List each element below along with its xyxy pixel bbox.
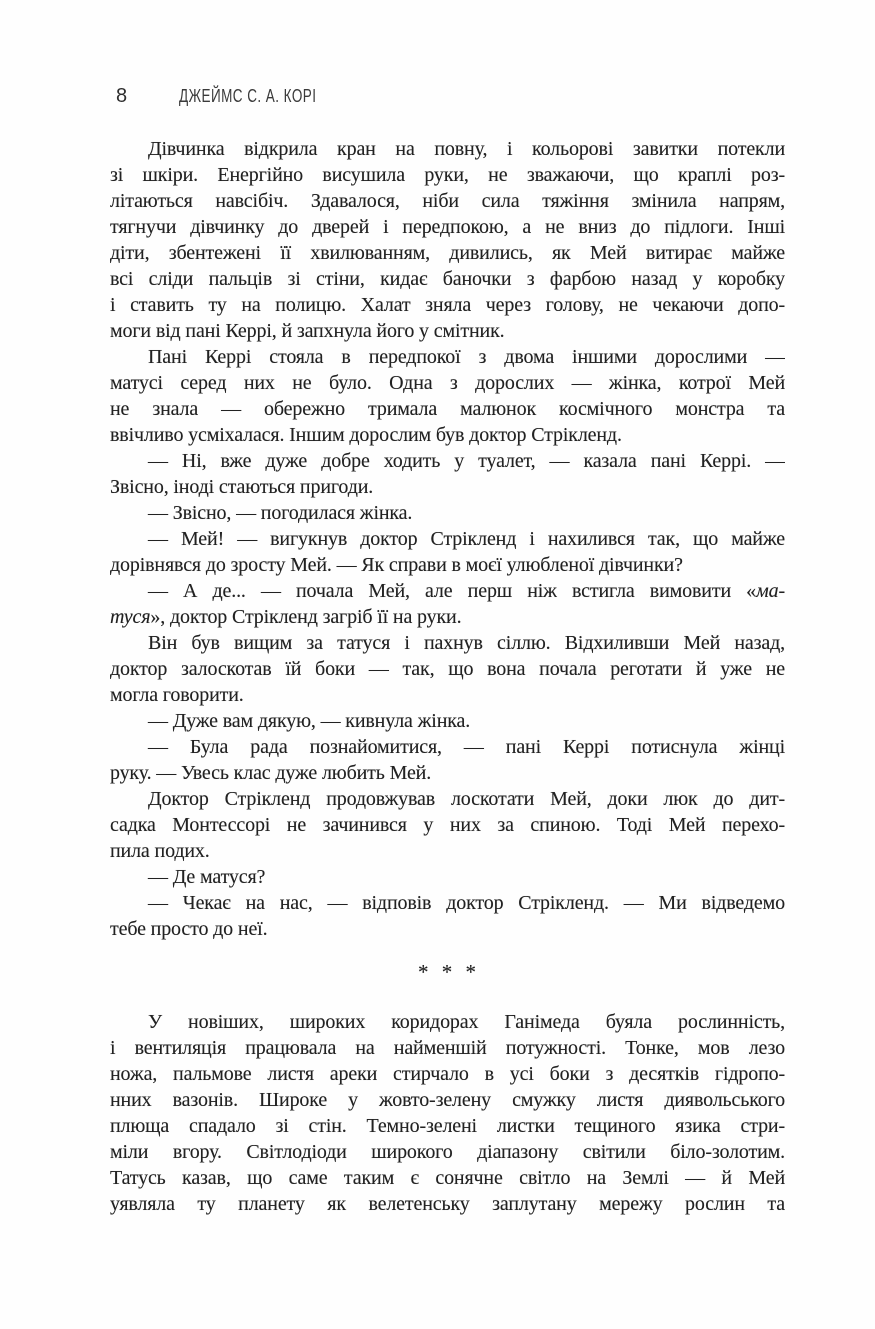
text-line (110, 1191, 785, 1217)
text-segment: міли вгору. Світлодіоди широкого діапазону світили біло-золотим. (110, 1141, 785, 1163)
text-segment: ножа, пальмове листя ареки стирчало в усі боки з десятків гідропо- (110, 1063, 785, 1085)
paragraph (110, 630, 785, 708)
text-segment: тягнучи дівчинку до дверей і передпокою, а не вниз до підлоги. Інші (110, 216, 785, 238)
text-segment: Пані Керрі стояла в передпокої з двома іншими дорослими — (148, 346, 785, 368)
text-line (110, 396, 785, 422)
text-segment: Татусь казав, що саме таким є сонячне світло на Землі — й Мей (110, 1167, 785, 1189)
running-header-row (110, 86, 782, 106)
text-segment: — Була рада познайомитися, — пані Керрі потиснула жінці (148, 736, 785, 758)
text-segment: — Ні, вже дуже добре ходить у туалет, — казала пані Керрі. — (148, 450, 785, 472)
text-line (110, 188, 785, 214)
text-segment: — Де матуся? (148, 866, 266, 888)
paragraph (110, 890, 785, 942)
paragraph (110, 500, 785, 526)
text-segment: діти, збентежені її хвилюванням, дивились, як Мей витирає майже (110, 242, 785, 264)
text-segment: матусі серед них не було. Одна з дорослих — жінка, котрої Мей (110, 372, 785, 394)
text-line (110, 500, 785, 526)
text-segment: дорівнявся до зросту Мей. — Як справи в моєї улюбленої дівчинки? (110, 554, 683, 576)
text-line (110, 448, 785, 474)
text-segment: У новіших, широких коридорах Ганімеда буяла рослинність, (148, 1011, 785, 1033)
text-line (110, 318, 785, 344)
text-line (110, 682, 785, 708)
text-block (110, 136, 785, 1217)
text-line (110, 526, 785, 552)
text-segment: Дівчинка відкрила кран на повну, і кольорові завитки потекли (148, 138, 785, 160)
text-segment: і вентиляція працювала на найменшій потужності. Тонке, мов лезо (110, 1037, 785, 1059)
text-line (110, 240, 785, 266)
paragraph (110, 344, 785, 448)
text-line (110, 552, 785, 578)
text-line (110, 708, 785, 734)
text-segment: руку. — Увесь клас дуже любить Мей. (110, 762, 432, 784)
paragraph (110, 864, 785, 890)
text-segment: — Дуже вам дякую, — кивнула жінка. (148, 710, 471, 732)
text-line (110, 734, 785, 760)
text-segment: пила подих. (110, 840, 210, 862)
text-segment: могла говорити. (110, 684, 244, 706)
text-line (110, 162, 785, 188)
text-line (110, 1139, 785, 1165)
text-line (110, 1061, 785, 1087)
text-line (110, 1113, 785, 1139)
text-segment: », доктор Стрікленд загріб її на руки. (150, 606, 462, 628)
text-line (110, 422, 785, 448)
text-segment: всі сліди пальців зі стіни, кидає баночки з фарбою назад у коробку (110, 268, 785, 290)
text-segment: Звісно, іноді стаються пригоди. (110, 476, 374, 498)
text-line (110, 266, 785, 292)
text-line (110, 214, 785, 240)
text-segment: літаються навсібіч. Здавалося, ніби сила тяжіння змінила напрям, (110, 190, 785, 212)
text-segment: плюща спадало зі стін. Темно-зелені листки тещиного язика стри- (110, 1115, 785, 1137)
text-line (110, 1087, 785, 1113)
text-line (110, 864, 785, 890)
text-segment: доктор залоскотав їй боки — так, що вона почала реготати й уже не (110, 658, 785, 680)
text-segment: — Звісно, — погодилася жінка. (148, 502, 413, 524)
text-segment: зі шкіри. Енергійно висушила руки, не зважаючи, що краплі роз- (110, 164, 785, 186)
text-line (110, 786, 785, 812)
text-segment: — Чекає на нас, — відповів доктор Стрікленд. — Ми відведемо (148, 892, 785, 914)
running-header: ДЖЕЙМС С. А. КОРІ (179, 86, 317, 106)
paragraph (110, 708, 785, 734)
section-separator: * * * (418, 960, 477, 984)
page-number: 8 (116, 85, 128, 107)
paragraph (110, 578, 785, 630)
text-line (110, 136, 785, 162)
text-line (110, 838, 785, 864)
italic-segment: туся (110, 606, 151, 628)
text-segment: Він був вищим за татуся і пахнув сіллю. Відхиливши Мей назад, (148, 632, 785, 654)
text-line (110, 760, 785, 786)
text-line (110, 1035, 785, 1061)
paragraph (110, 786, 785, 864)
paragraph (110, 136, 785, 344)
text-line (110, 630, 785, 656)
text-segment: уявляла ту планету як велетенську заплутану мережу рослин та (110, 1193, 785, 1215)
paragraph (110, 1009, 785, 1217)
text-line (110, 292, 785, 318)
text-segment: моги від пані Керрі, й запхнула його у смітник. (110, 320, 505, 342)
text-segment: садка Монтессорі не зачинився у них за спиною. Тоді Мей перехо- (110, 814, 785, 836)
text-segment: — А де... — почала Мей, але перш ніж встигла вимовити « (148, 580, 757, 602)
text-segment: нних вазонів. Широке у жовто-зелену смужку листя диявольського (110, 1089, 785, 1111)
text-line (110, 474, 785, 500)
text-line (110, 1165, 785, 1191)
paragraph (110, 734, 785, 786)
text-segment: і ставить ту на полицю. Халат зняла через голову, не чекаючи допо- (110, 294, 785, 316)
text-segment: — Мей! — вигукнув доктор Стрікленд і нахилився так, що майже (148, 528, 785, 550)
text-line (110, 1009, 785, 1035)
text-line (110, 916, 785, 942)
text-line (110, 604, 785, 630)
text-segment: ввічливо усміхалася. Іншим дорослим був доктор Стрікленд. (110, 424, 622, 446)
text-line (110, 370, 785, 396)
text-line (110, 812, 785, 838)
text-segment: Доктор Стрікленд продовжував лоскотати Мей, доки люк до дит- (148, 788, 785, 810)
text-line (110, 890, 785, 916)
text-line (110, 656, 785, 682)
italic-segment: ма- (756, 580, 785, 602)
paragraph (110, 448, 785, 500)
text-segment: тебе просто до неї. (110, 918, 268, 940)
text-line (110, 344, 785, 370)
text-segment: не знала — обережно тримала малюнок космічного монстра та (110, 398, 785, 420)
text-line (110, 578, 785, 604)
paragraph (110, 526, 785, 578)
